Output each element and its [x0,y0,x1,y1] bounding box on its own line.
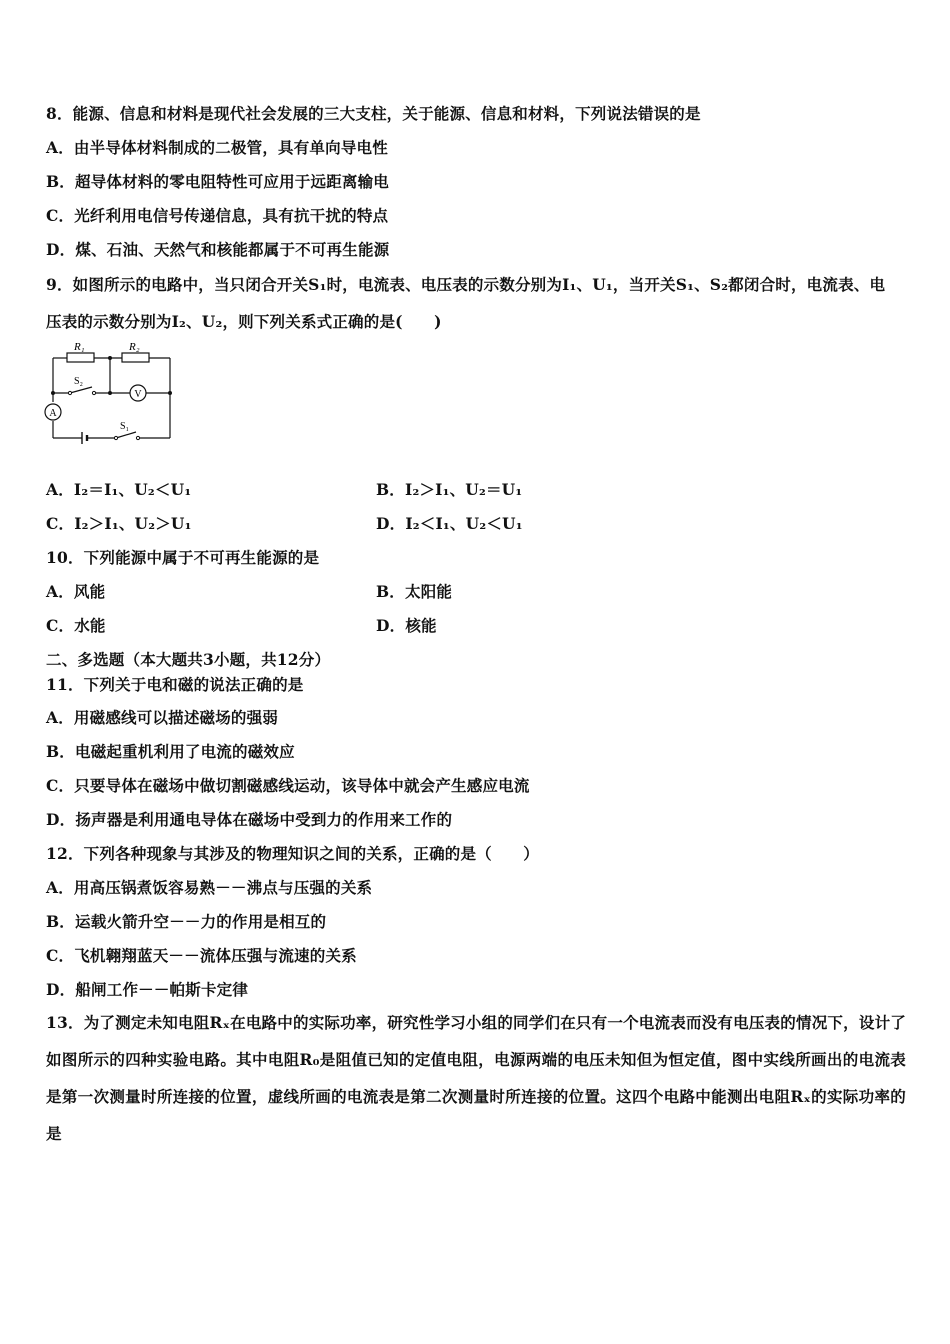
s1-switch [116,432,136,438]
r2-label: R₂ [129,341,140,353]
q9-stem-line2: 压表的示数分别为I₂、U₂，则下列关系式正确的是( ) [46,312,442,331]
q8-option-d: D．煤、石油、天然气和核能都属于不可再生能源 [46,240,390,259]
q9-circuit-diagram [40,336,190,448]
q11-option-c: C．只要导体在磁场中做切割磁感线运动，该导体中就会产生感应电流 [46,776,530,795]
q12-stem: 12．下列各种现象与其涉及的物理知识之间的关系，正确的是（ ） [46,844,539,863]
section-heading: 二、多选题（本大题共3小题，共12分） [46,650,331,669]
q12-option-a: A．用高压锅煮饭容易熟－－沸点与压强的关系 [46,878,373,897]
q12-option-d: D．船闸工作－－帕斯卡定律 [46,980,249,999]
q9-option-d: D．I₂＜I₁、U₂＜U₁ [376,514,523,533]
q9-option-c: C．I₂＞I₁、U₂＞U₁ [46,514,192,533]
q10-option-d: D．核能 [376,616,437,635]
q13-stem: 13．为了测定未知电阻Rₓ在电路中的实际功率，研究性学习小组的同学们在只有一个电流表而没有电压表的情况下，设计了如图所示的四种实验电路。其中电阻R₀是阻值已知的定值电阻，电源两端的电压未知但为恒定值，图中实线所画出的电流表是第一次测量时所连接的位置，虚线所画的电流表是第二次测量时所连接的位置。这四个电路中能测出电阻Rₓ的实际功率的是 [46,1013,906,1143]
q10-option-c: C．水能 [46,616,106,635]
q11-option-b: B．电磁起重机利用了电流的磁效应 [46,742,295,761]
ammeter-label: A [49,408,57,419]
s2-switch [70,387,92,393]
voltmeter-label: V [134,389,142,400]
q12-option-c: C．飞机翱翔蓝天－－流体压强与流速的关系 [46,946,357,965]
q9-option-a: A．I₂＝I₁、U₂＜U₁ [46,480,192,499]
q11-option-d: D．扬声器是利用通电导体在磁场中受到力的作用来工作的 [46,810,453,829]
s1-label: S₁ [120,421,130,432]
q10-option-a: A．风能 [46,582,106,601]
q8-option-c: C．光纤利用电信号传递信息，具有抗干扰的特点 [46,206,389,225]
q8-option-a: A．由半导体材料制成的二极管，具有单向导电性 [46,138,388,157]
q10-option-b: B．太阳能 [376,582,453,601]
r1-resistor [67,353,94,362]
r2-resistor [122,353,149,362]
q9-option-b: B．I₂＞I₁、U₂＝U₁ [376,480,523,499]
s2-label: S₂ [74,376,84,387]
q11-stem: 11．下列关于电和磁的说法正确的是 [46,675,304,694]
r1-label: R₁ [74,341,85,353]
q9-stem-line1: 9．如图所示的电路中，当只闭合开关S₁时，电流表、电压表的示数分别为I₁、U₁，当开关S₁、S₂都闭合时，电流表、电 [46,275,886,294]
q11-option-a: A．用磁感线可以描述磁场的强弱 [46,708,279,727]
q8-stem: 8．能源、信息和材料是现代社会发展的三大支柱，关于能源、信息和材料，下列说法错误的是 [46,104,701,123]
q8-option-b: B．超导体材料的零电阻特性可应用于远距离输电 [46,172,390,191]
q12-option-b: B．运载火箭升空－－力的作用是相互的 [46,912,327,931]
q10-stem: 10．下列能源中属于不可再生能源的是 [46,548,320,567]
